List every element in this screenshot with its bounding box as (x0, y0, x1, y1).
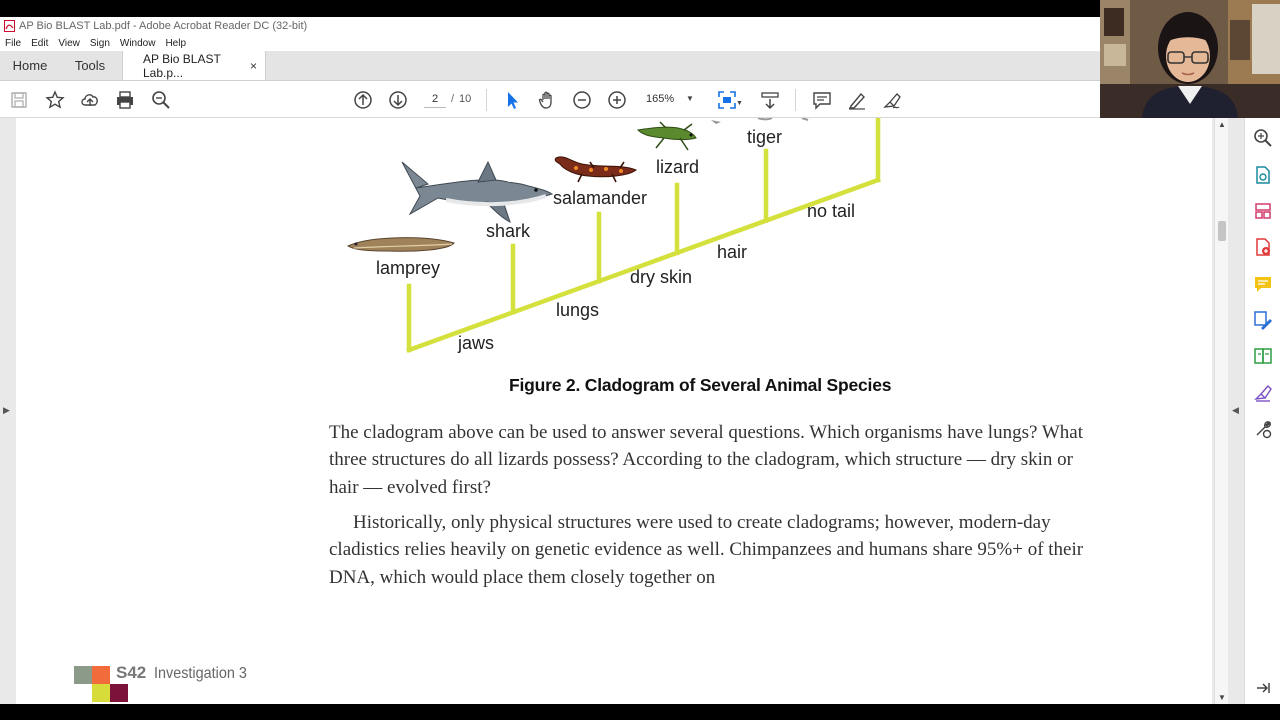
trait-label-lungs: lungs (556, 300, 600, 320)
create-pdf-icon[interactable] (1253, 237, 1273, 257)
species-label-shark: shark (486, 221, 531, 241)
figure-caption: Figure 2. Cladogram of Several Animal Species (509, 375, 892, 395)
zoom-in-icon[interactable] (606, 89, 628, 111)
pdf-app-icon (4, 20, 15, 32)
search-icon[interactable] (1253, 128, 1273, 148)
fill-sign-icon[interactable] (1253, 346, 1273, 366)
pdf-page (16, 118, 1212, 704)
menu-bar (0, 35, 1280, 51)
lizard-illustration (638, 122, 696, 150)
trait-label-hair: hair (717, 242, 748, 262)
right-tools-pane (1244, 118, 1280, 704)
cladogram-figure (16, 118, 1212, 368)
trait-label-dry-skin: dry skin (630, 267, 693, 287)
scroll-down-icon[interactable]: ▼ (1218, 693, 1226, 702)
menu-edit[interactable]: Edit (31, 37, 49, 49)
menu-file[interactable]: File (5, 37, 22, 49)
hand-tool-icon[interactable] (536, 89, 558, 111)
right-pane-toggle-icon[interactable]: ◀ (1232, 405, 1239, 415)
presenter-video-image (1100, 0, 1280, 118)
more-tools-icon[interactable] (1253, 419, 1273, 439)
tab-home[interactable]: Home (12, 58, 48, 73)
sign-tool-icon[interactable] (1253, 382, 1273, 402)
salamander-illustration (555, 157, 636, 182)
export-pdf-icon[interactable] (1253, 165, 1273, 185)
comment-icon[interactable] (811, 89, 833, 111)
left-pane-toggle-icon[interactable]: ▶ (3, 405, 10, 415)
footer-square-orange (92, 666, 110, 684)
species-label-salamander: salamander (553, 188, 648, 208)
fit-page-icon[interactable] (716, 89, 738, 111)
zoom-out-icon[interactable] (571, 89, 593, 111)
page-number-input[interactable]: 2 (424, 90, 446, 108)
species-label-lizard: lizard (656, 157, 700, 177)
footer-page-code: S42 (116, 663, 147, 682)
trait-label-no-tail: no tail (807, 201, 856, 221)
zoom-level-field[interactable]: 165% (646, 93, 675, 105)
cloud-upload-icon[interactable] (79, 89, 101, 111)
scroll-up-icon[interactable]: ▲ (1218, 120, 1226, 129)
page-total: 10 (459, 93, 472, 105)
print-icon[interactable] (114, 89, 136, 111)
species-label-lamprey: lamprey (376, 258, 441, 278)
menu-window[interactable]: Window (119, 37, 156, 49)
highlight-pen-icon[interactable] (846, 89, 868, 111)
star-icon[interactable] (44, 89, 66, 111)
zoom-dropdown-chevron-icon[interactable]: ▼ (686, 94, 694, 103)
zoom-search-icon[interactable] (150, 89, 172, 111)
menu-view[interactable]: View (58, 37, 80, 49)
tab-tools[interactable]: Tools (74, 58, 106, 73)
menu-sign[interactable]: Sign (89, 37, 110, 49)
toolbar (0, 81, 1280, 118)
vertical-scrollbar[interactable] (1214, 118, 1228, 704)
save-icon[interactable] (8, 89, 30, 111)
paragraph-1: The cladogram above can be used to answer several questions. Which organisms have lungs? What three structures do all lizards possess? According to the cladogram, which structure — dry skin or hair — evolved first? (329, 422, 1083, 498)
previous-page-icon[interactable] (352, 89, 374, 111)
cladogram-lines (409, 118, 878, 350)
paragraph-2: Historically, only physical structures were used to create cladograms; however, modern-day cladistics relies heavily on genetic evidence as well. Chimpanzees and humans share 95%+ of their DNA, which would place them closely together on (329, 512, 1084, 588)
page-separator: / (451, 93, 455, 105)
edit-pdf-icon[interactable] (1253, 310, 1273, 330)
footer-square-yellow (92, 684, 110, 702)
shark-illustration (402, 162, 552, 222)
acrobat-window (0, 17, 1280, 704)
trait-label-jaws: jaws (458, 333, 495, 353)
window-title: AP Bio BLAST Lab.pdf - Adobe Acrobat Reader DC (32-bit) (19, 20, 308, 32)
footer-investigation-title: Investigation 3 (154, 665, 247, 682)
menu-help[interactable]: Help (165, 37, 187, 49)
toolbar-divider (486, 89, 487, 111)
webcam-overlay (1100, 0, 1280, 118)
toolbar-divider (795, 89, 796, 111)
collapse-pane-icon[interactable] (1253, 678, 1273, 698)
next-page-icon[interactable] (387, 89, 409, 111)
title-bar (0, 17, 1280, 35)
scrollbar-thumb[interactable] (1218, 221, 1226, 241)
fit-dropdown-chevron-icon[interactable]: ▼ (736, 100, 743, 107)
tab-document[interactable] (122, 51, 266, 80)
tab-document-label: AP Bio BLAST Lab.p... (143, 51, 221, 80)
tiger-illustration (711, 118, 808, 124)
scroll-mode-icon[interactable] (759, 89, 781, 111)
close-tab-icon[interactable]: × (249, 58, 257, 73)
sign-pen-icon[interactable] (881, 89, 903, 111)
lamprey-illustration (348, 238, 454, 252)
species-label-tiger: tiger (747, 127, 783, 147)
footer-square-maroon (110, 684, 128, 702)
organize-pages-icon[interactable] (1253, 201, 1273, 221)
select-cursor-icon[interactable] (501, 89, 523, 111)
comment-tool-icon[interactable] (1253, 274, 1273, 294)
document-viewport (0, 118, 1244, 704)
footer-square-gray (74, 666, 92, 684)
tab-bar (0, 51, 1280, 81)
